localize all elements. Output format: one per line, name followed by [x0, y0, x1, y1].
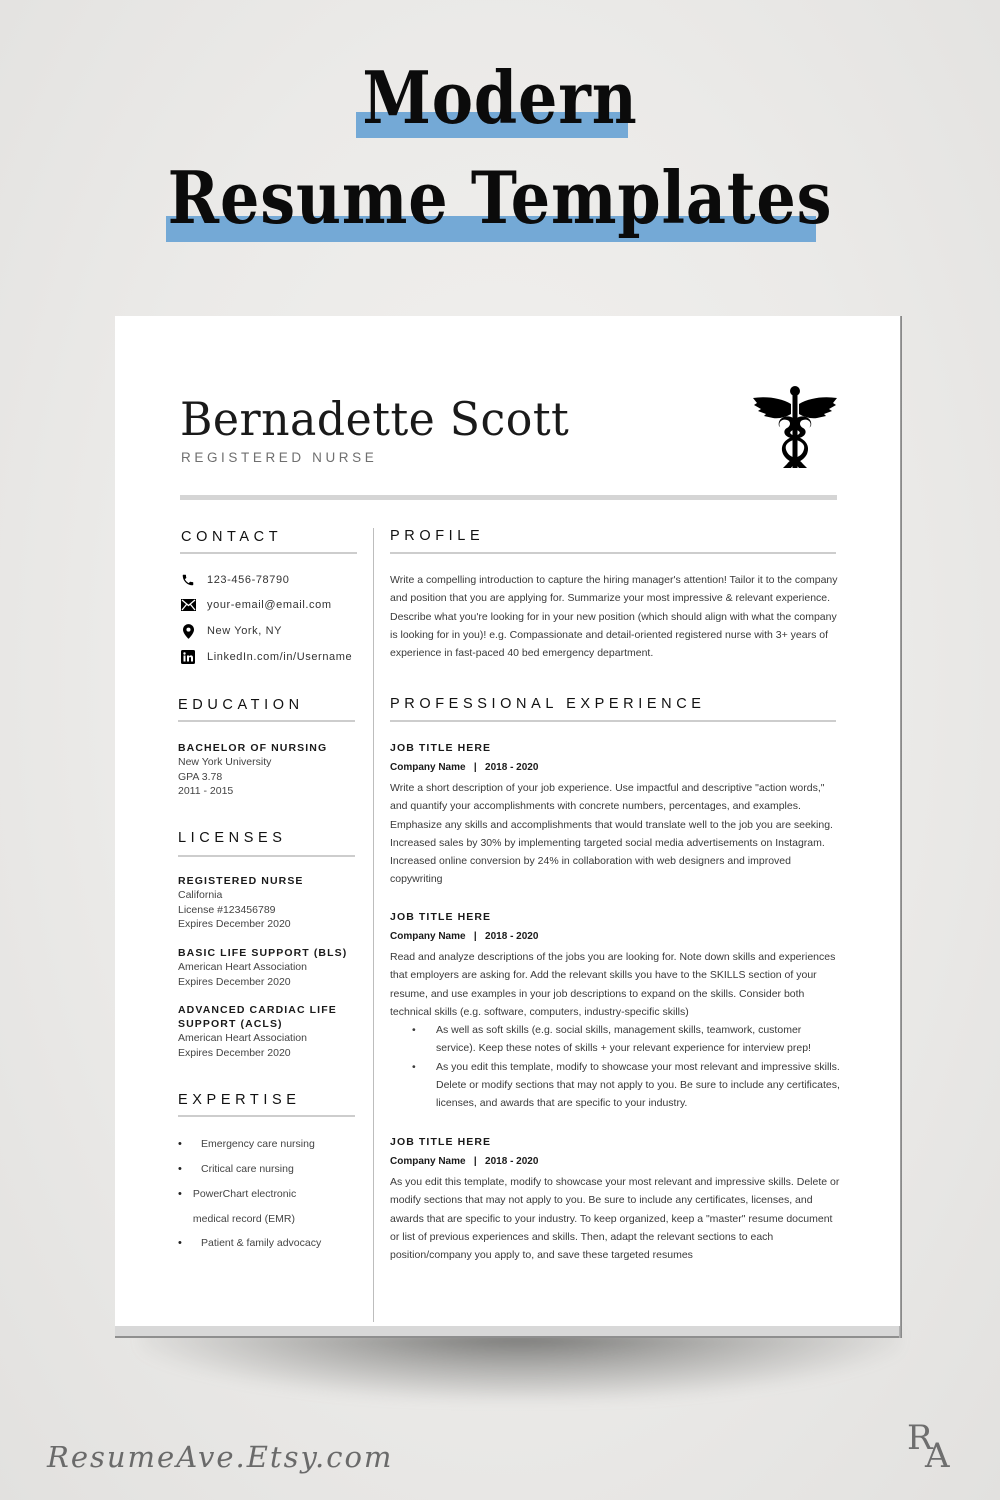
contact-phone-text: 123-456-78790	[207, 574, 290, 586]
expertise-item	[178, 1231, 363, 1256]
license-line: American Heart Association	[178, 961, 307, 973]
paper-edge-bottom	[115, 1325, 901, 1338]
column-divider	[373, 528, 374, 1322]
profile-text: Write a compelling introduction to capture the hiring manager's attention! Tailor it to the company and position that you are applying for. Summarize your most impressive & relevant experience. Describe what you're looking for in your new position (which should align with what the company is looking for in you)! e.g. Compassionate and detail-oriented registered nurse with 3+ years of experience in fast-paced 40 bed emergency department.	[390, 574, 838, 660]
education-school: New York University	[178, 756, 272, 768]
resume-page	[115, 316, 900, 1326]
job-bullet-text: As well as soft skills (e.g. social skills, management skills, teamwork, customer service). Keep these notes of skills + your relevant experience for interview prep!	[436, 1024, 811, 1055]
paper-shadow	[140, 1330, 900, 1400]
etsy-shop-url: ResumeAve.Etsy.com	[47, 1440, 394, 1474]
job-bullets	[390, 1021, 840, 1112]
job-meta: Company Name | 2018 - 2020	[390, 762, 539, 773]
licenses-rule	[178, 855, 355, 857]
experience-rule	[390, 720, 836, 722]
profile-rule	[390, 552, 836, 554]
education-heading: EDUCATION	[178, 697, 304, 713]
phone-icon	[180, 572, 196, 588]
license-title: BASIC LIFE SUPPORT (BLS)	[178, 947, 348, 959]
expertise-text: Patient & family advocacy	[201, 1237, 322, 1249]
license-title: REGISTERED NURSE	[178, 875, 304, 887]
education-degree: BACHELOR OF NURSING	[178, 742, 328, 754]
education-entry	[178, 741, 363, 799]
license-line: Expires December 2020	[178, 975, 291, 988]
experience-heading: PROFESSIONAL EXPERIENCE	[390, 696, 706, 712]
job-description: Read and analyze descriptions of the jobs you are looking for. Note down skills and experiences that employers are asking for. Add the relevant skills you have to the SKILLS section of your resume, and use examples in your job descriptions to expand on the skills. Consider both technical skills (e.g. software, computers, industry-specific skills)	[390, 951, 836, 1018]
ra-monogram-logo	[905, 1418, 965, 1478]
bullet-icon: •	[412, 1060, 416, 1073]
education-years: 2011 - 2015	[178, 785, 234, 797]
expertise-text: PowerChart electronic medical record (EMR)	[192, 1188, 297, 1225]
map-pin-icon	[180, 623, 196, 639]
contact-linkedin-text: LinkedIn.com/in/Username	[207, 651, 353, 663]
envelope-icon	[180, 597, 196, 613]
license-line: Expires December 2020	[178, 1046, 291, 1059]
expertise-item	[178, 1182, 328, 1231]
license-title: ADVANCED CARDIAC LIFE SUPPORT (ACLS)	[178, 1004, 337, 1030]
licenses-heading: LICENSES	[178, 830, 287, 846]
expertise-rule	[178, 1115, 355, 1117]
monogram-a: A	[925, 1436, 950, 1476]
contact-email	[180, 596, 332, 614]
job-meta: Company Name | 2018 - 2020	[390, 931, 539, 942]
contact-email-text: your-email@email.com	[207, 599, 332, 611]
bullet-icon: •	[178, 1237, 182, 1249]
job-bullet	[390, 1021, 840, 1058]
expertise-text: Emergency care nursing	[201, 1138, 315, 1150]
bullet-icon: •	[412, 1024, 416, 1036]
contact-location-text: New York, NY	[207, 625, 283, 637]
job-title: JOB TITLE HERE	[390, 911, 492, 923]
contact-heading: CONTACT	[181, 529, 283, 545]
expertise-item	[178, 1157, 363, 1182]
profile-heading: PROFILE	[390, 528, 485, 544]
headline-line-1: Modern	[362, 55, 638, 140]
caduceus-icon	[751, 384, 839, 472]
headline	[0, 0, 1000, 260]
contact-linkedin	[180, 648, 352, 666]
license-line: Expires December 2020	[178, 918, 291, 930]
license-entry	[178, 946, 363, 989]
job-description: Write a short description of your job experience. Use impactful and descriptive "action words," and quantify your accomplishments with concrete numbers, percentages, and examples. Emphasize any skills and accomplishments that would translate well to the job you are seeking. Increased sales by 30% by implementing targeted social media advertisements on Instagram. Increased online conversion by 24% in collaboration with web designers and improved copywriting	[390, 782, 833, 886]
bullet-icon: •	[178, 1138, 182, 1150]
contact-location	[180, 622, 282, 640]
bullet-icon: •	[178, 1188, 182, 1200]
job-bullet	[390, 1058, 840, 1113]
resume-name: Bernadette Scott	[180, 392, 570, 446]
header-divider	[180, 495, 837, 500]
job-title: JOB TITLE HERE	[390, 742, 492, 754]
resume-role: REGISTERED NURSE	[181, 450, 378, 465]
license-entry	[178, 1003, 348, 1060]
expertise-item	[178, 1132, 363, 1157]
monogram-r: R	[907, 1418, 933, 1458]
job-meta: Company Name | 2018 - 2020	[390, 1156, 539, 1167]
job-title: JOB TITLE HERE	[390, 1136, 492, 1148]
job-description: As you edit this template, modify to showcase your most relevant and impressive skills. Delete or modify sections that may not apply to you. Be sure to include any certificates, licenses, and awards that are specific to your industry. To keep organized, keep a "master" resume document or list of previous experiences and skills. Then, adapt the relevant sections to each position/company you apply to, and save these targeted resumes	[390, 1176, 840, 1262]
headline-line-2: Resume Templates	[167, 155, 833, 240]
education-rule	[178, 720, 355, 722]
contact-phone	[180, 571, 289, 589]
license-line: License #123456789	[178, 903, 276, 916]
license-line: American Heart Association	[178, 1032, 307, 1044]
expertise-heading: EXPERTISE	[178, 1092, 301, 1108]
bullet-icon: •	[178, 1163, 182, 1175]
education-gpa: GPA 3.78	[178, 770, 223, 783]
expertise-text: Critical care nursing	[201, 1163, 294, 1175]
linkedin-icon	[180, 649, 196, 665]
job-bullet-text: As you edit this template, modify to showcase your most relevant and impressive skills. Delete or modify sections that may not apply to you. Be sure to include any certificates, licenses, and awards that are specific to your industry.	[436, 1060, 840, 1110]
license-entry	[178, 874, 363, 932]
contact-rule	[180, 552, 357, 554]
license-line: California	[178, 889, 223, 901]
